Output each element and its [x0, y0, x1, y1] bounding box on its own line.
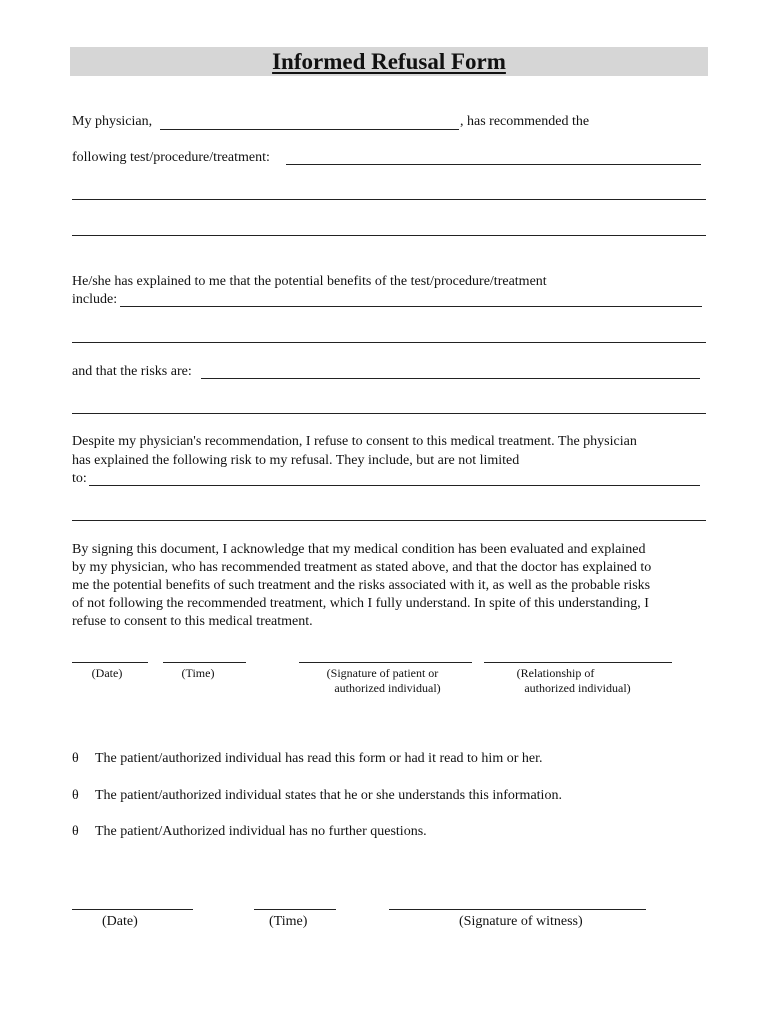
patient-time-field[interactable] — [163, 662, 246, 663]
refusal-text-1: Despite my physician's recommendation, I refuse to consent to this medical treatment. The physician — [72, 434, 637, 449]
patient-date-field[interactable] — [72, 662, 148, 663]
patient-signature-label-1: (Signature of patient or — [326, 666, 439, 680]
treatment-field[interactable] — [286, 164, 701, 165]
risks-field[interactable] — [201, 378, 700, 379]
physician-name-field[interactable] — [160, 129, 459, 130]
refusal-text-2: has explained the following risk to my refusal. They include, but are not limited — [72, 453, 520, 468]
physician-prefix: My physician, — [72, 114, 153, 129]
risks-label: and that the risks are: — [72, 364, 192, 379]
checklist-item: The patient/authorized individual has read this form or had it read to him or her. — [95, 751, 543, 766]
treatment-field-line-2[interactable] — [72, 199, 706, 200]
witness-signature-label: (Signature of witness) — [459, 914, 583, 929]
benefits-text: He/she has explained to me that the potential benefits of the test/procedure/treatment — [72, 274, 547, 289]
relationship-label-2: authorized individual) — [524, 681, 631, 695]
witness-date-field[interactable] — [72, 909, 193, 910]
acknowledgement-line-4: of not following the recommended treatment, which I fully understand. In spite of this understanding, I — [72, 596, 649, 611]
acknowledgement-line-5: refuse to consent to this medical treatment. — [72, 614, 313, 629]
relationship-field[interactable] — [484, 662, 672, 663]
checkbox-icon[interactable]: θ — [72, 824, 79, 839]
benefits-field-line-2[interactable] — [72, 342, 706, 343]
witness-time-field[interactable] — [254, 909, 336, 910]
checklist-item: The patient/Authorized individual has no further questions. — [95, 824, 427, 839]
acknowledgement-line-1: By signing this document, I acknowledge that my medical condition has been evaluated and explained — [72, 542, 646, 557]
treatment-field-line-3[interactable] — [72, 235, 706, 236]
acknowledgement-line-3: me the potential benefits of such treatment and the risks associated with it, as well as the probable risks — [72, 578, 651, 593]
relationship-label-1: (Relationship of — [516, 666, 595, 680]
patient-time-label: (Time) — [181, 666, 215, 680]
witness-time-label: (Time) — [269, 914, 308, 929]
benefits-label: include: — [72, 292, 118, 307]
treatment-label: following test/procedure/treatment: — [72, 150, 270, 165]
checkbox-icon[interactable]: θ — [72, 788, 79, 803]
patient-signature-label-2: authorized individual) — [334, 681, 441, 695]
risks-field-line-2[interactable] — [72, 413, 706, 414]
refusal-risk-field-line-2[interactable] — [72, 520, 706, 521]
checkbox-icon[interactable]: θ — [72, 751, 79, 766]
checklist-item: The patient/authorized individual states that he or she understands this information. — [95, 788, 562, 803]
patient-date-label: (Date) — [91, 666, 123, 680]
witness-signature-field[interactable] — [389, 909, 646, 910]
benefits-field[interactable] — [120, 306, 702, 307]
acknowledgement-line-2: by my physician, who has recommended treatment as stated above, and that the doctor has explained to — [72, 560, 652, 575]
refusal-risk-field[interactable] — [89, 485, 700, 486]
form-title: Informed Refusal Form — [272, 49, 506, 74]
witness-date-label: (Date) — [102, 914, 138, 929]
physician-suffix: , has recommended the — [460, 114, 590, 129]
refusal-label: to: — [72, 471, 87, 486]
patient-signature-field[interactable] — [299, 662, 472, 663]
title-bar — [70, 47, 708, 76]
